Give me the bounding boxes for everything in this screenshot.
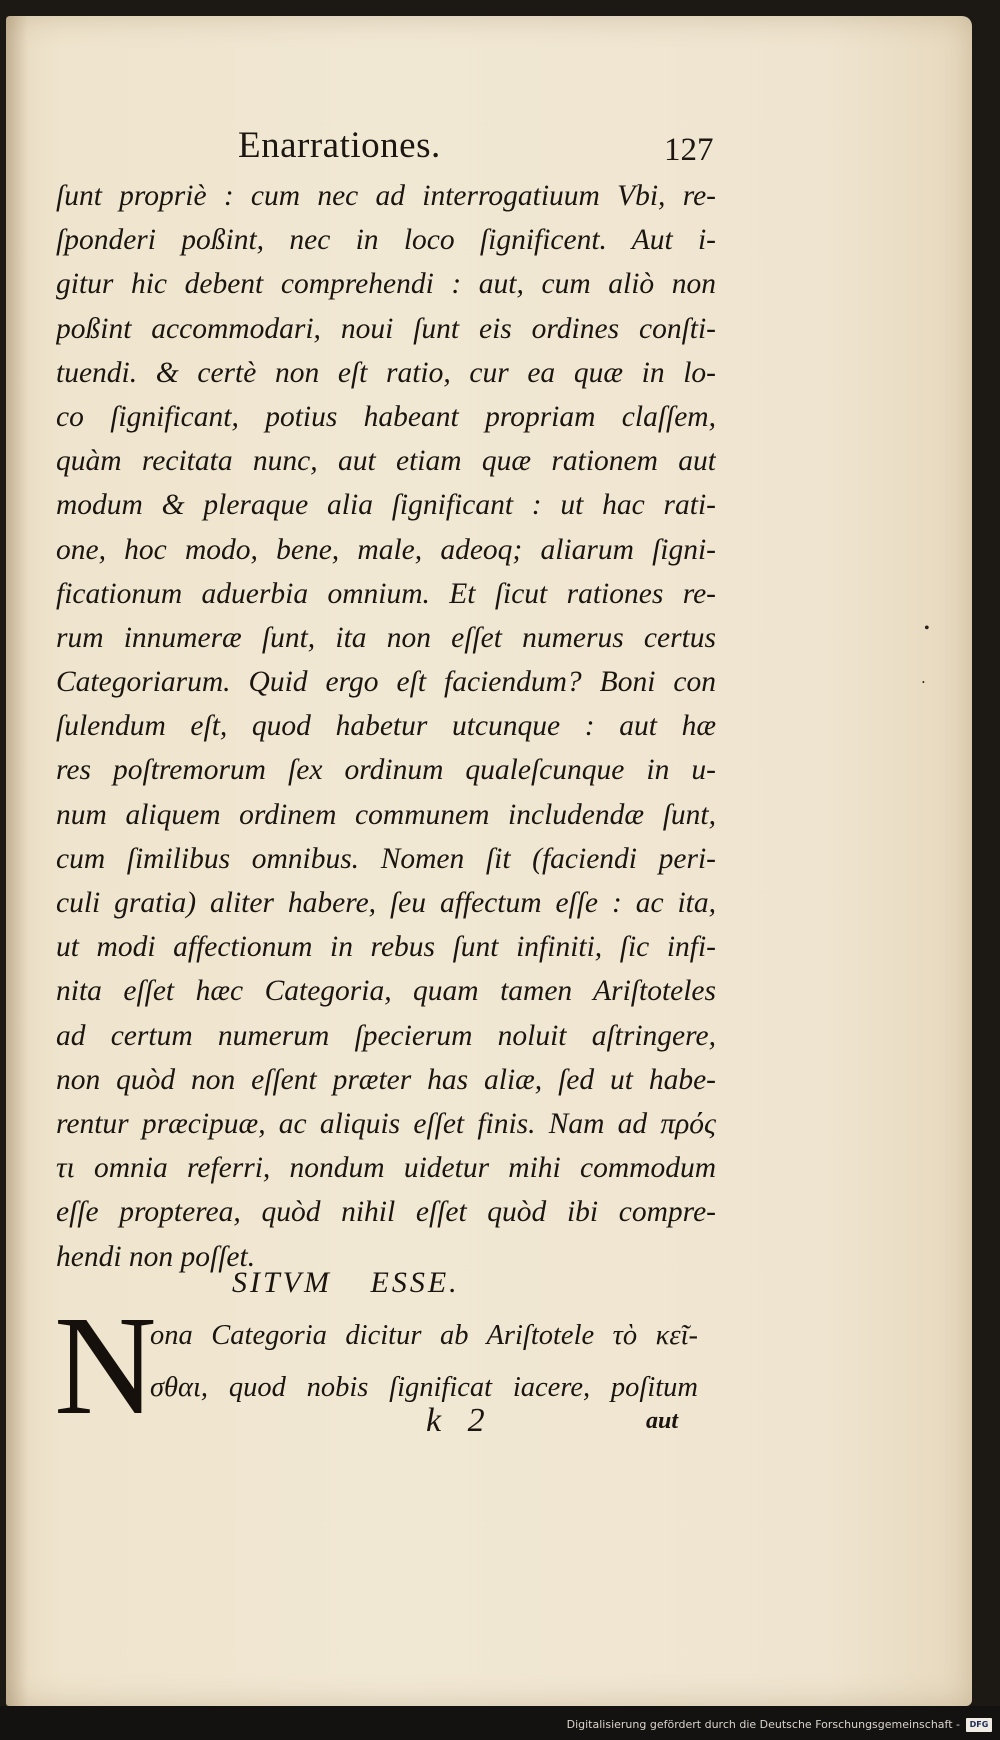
text-line: ad certum numerum ſpecierum noluit aſtringere, bbox=[56, 1019, 716, 1052]
digitization-footer bbox=[0, 1706, 1000, 1740]
funding-credit: Digitalisierung gefördert durch die Deutsche Forschungsgemeinschaft - bbox=[566, 1718, 960, 1731]
text-line: ſponderi poßint, nec in loco ſignificent. Aut i- bbox=[56, 224, 716, 257]
text-line: rentur præcipuæ, ac aliquis eſſet finis. Nam ad πρός bbox=[56, 1107, 716, 1140]
signature-mark: k 2 bbox=[426, 1402, 485, 1439]
text-line: cum ſimilibus omnibus. Nomen ſit (faciendi peri- bbox=[56, 842, 716, 875]
text-line: culi gratia) aliter habere, ſeu affectum eſſe : ac ita, bbox=[56, 887, 716, 919]
text-line: one, hoc modo, bene, male, adeoq; aliarum ſigni- bbox=[56, 533, 716, 566]
text-line: nita eſſet hæc Categoria, quam tamen Ariſtoteles bbox=[56, 975, 716, 1008]
text-line: ſulendum eſt, quod habetur utcunque : aut hæ bbox=[56, 710, 716, 743]
text-line: modum & pleraque alia ſignificant : ut hac rati- bbox=[56, 489, 716, 522]
text-line: non quòd non eſſent præter has aliæ, ſed ut habe- bbox=[56, 1063, 716, 1096]
section-opening-text bbox=[150, 1310, 698, 1414]
text-line: gitur hic debent comprehendi : aut, cum aliò non bbox=[56, 268, 716, 301]
text-line: eſſe propterea, quòd nihil eſſet quòd ibi compre- bbox=[56, 1196, 716, 1229]
text-line: tuendi. & certè non eſt ratio, cur ea quæ in lo- bbox=[56, 356, 716, 389]
text-line: ona Categoria dicitur ab Ariſtotele τὸ κεῖ- bbox=[150, 1320, 698, 1351]
text-line: co ſignificant, potius habeant propriam claſſem, bbox=[56, 400, 716, 433]
text-line: res poſtremorum ſex ordinum qualeſcunque in u- bbox=[56, 754, 716, 787]
text-line: σθαι, quod nobis ſignificat iacere, poſitum bbox=[150, 1372, 698, 1403]
book-page bbox=[6, 16, 972, 1706]
running-title: Enarrationes. bbox=[238, 125, 441, 166]
section-heading: SITVM ESSE. bbox=[232, 1266, 460, 1299]
text-line: num aliquem ordinem communem includendæ ſunt, bbox=[56, 798, 716, 831]
text-line: hendi non poſſet. bbox=[56, 1240, 256, 1273]
text-line: ſunt propriè : cum nec ad interrogatiuum Vbi, re- bbox=[56, 180, 716, 212]
body-text bbox=[56, 174, 716, 1279]
text-line: τι omnia referri, nondum uidetur mihi commodum bbox=[56, 1152, 716, 1185]
text-line: quàm recitata nunc, aut etiam quæ rationem aut bbox=[56, 445, 716, 478]
text-line: rum innumeræ ſunt, ita non eſſet numerus certus bbox=[56, 621, 716, 654]
text-line: ficationum aduerbia omnium. Et ſicut rationes re- bbox=[56, 577, 716, 610]
page-number: 127 bbox=[664, 132, 714, 168]
text-line: poßint accommodari, noui ſunt eis ordines conſti- bbox=[56, 312, 716, 345]
text-line: Categoriarum. Quid ergo eſt faciendum? Boni con bbox=[56, 666, 716, 699]
text-line: ut modi affectionum in rebus ſunt infiniti, ſic infi- bbox=[56, 931, 716, 964]
margin-speck-icon: • bbox=[924, 620, 930, 637]
dfg-logo-icon: DFG bbox=[966, 1718, 992, 1732]
catchword: aut bbox=[646, 1408, 679, 1434]
margin-speck-icon: • bbox=[922, 678, 925, 687]
drop-cap-initial: N bbox=[54, 1286, 157, 1444]
